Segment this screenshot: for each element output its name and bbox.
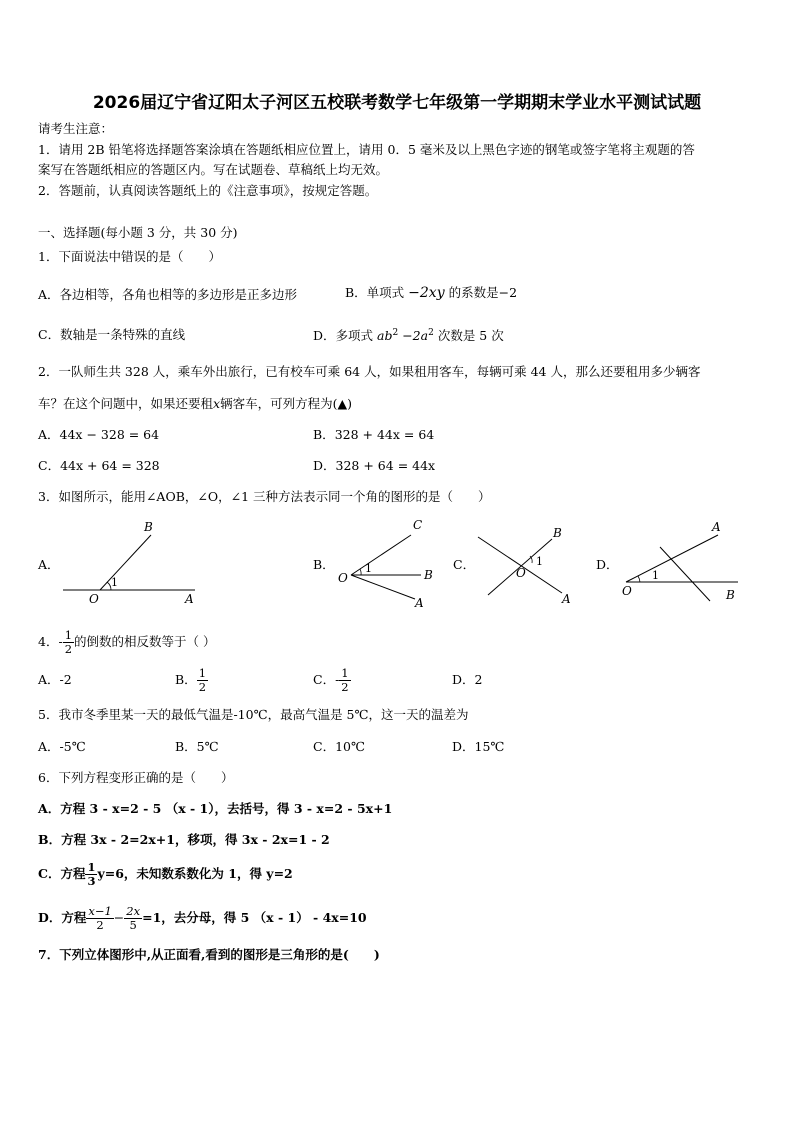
numerator: 2x — [126, 904, 141, 918]
question-5-option-c: C．10℃ — [313, 739, 365, 754]
equation: 44x + 64 = 328 — [60, 458, 160, 473]
stem-suffix: 的倒数的相反数等于（ ） — [74, 634, 216, 649]
fraction-one-half — [63, 629, 74, 656]
label-o: O — [89, 592, 99, 606]
option-text: y=6，未知数系数化为 1，得 y=2 — [97, 866, 293, 881]
label-a: A — [415, 596, 424, 610]
option-label: B． — [175, 672, 197, 687]
polynomial-term-2: −2a — [402, 328, 429, 344]
question-6-option-b: B．方程 3x - 2=2x+1，移项，得 3x - 2x=1 - 2 — [38, 832, 330, 847]
option-d-prefix: D．多项式 — [313, 328, 374, 344]
exponent-2: 2 — [428, 328, 434, 338]
fraction-one-third — [85, 861, 97, 888]
denominator: 2 — [64, 642, 73, 656]
denominator: 3 — [87, 874, 96, 888]
numerator: 1 — [341, 666, 349, 680]
question-6-option-c — [38, 852, 293, 896]
denominator: 2 — [198, 680, 207, 694]
stem-text-end: 辆客车，可列方程为(▲) — [220, 396, 352, 411]
label-angle-1: 1 — [111, 576, 118, 589]
label-angle-1: 1 — [365, 562, 372, 575]
question-5-stem: 5．我市冬季里某一天的最低气温是-10℃，最高气温是 5℃，这一天的温差为 — [38, 707, 469, 722]
notice-line-2: 2．答题前，认真阅读答题纸上的《注意事项》，按规定答题。 — [38, 183, 378, 198]
option-text: =1，去分母，得 5 （x - 1） - 4x=10 — [142, 910, 367, 925]
exponent-1: 2 — [392, 328, 399, 338]
fraction-2x-over-5 — [124, 905, 142, 932]
denominator: 5 — [129, 918, 137, 932]
option-label: D． — [313, 458, 336, 473]
fraction-one-half — [197, 667, 208, 694]
label-angle-1: 1 — [652, 569, 659, 582]
label-a: A — [562, 592, 571, 606]
question-6-stem: 6．下列方程变形正确的是（ ） — [38, 770, 234, 785]
question-4-stem — [38, 622, 216, 662]
equation: 44x − 328 = 64 — [59, 427, 160, 442]
question-1-option-a: A．各边相等，各角也相等的多边形是正多边形 — [38, 287, 298, 302]
question-2-option-a — [38, 427, 159, 443]
label-b: B — [144, 520, 153, 534]
notice-line-1b: 案写在答题纸相应的答题区内。写在试题卷、草稿纸上均无效。 — [38, 162, 389, 177]
option-label: B． — [313, 427, 335, 442]
page-title: 2026届辽宁省辽阳太子河区五校联考数学七年级第一学期期末学业水平测试试题 — [92, 93, 702, 113]
label-o: O — [338, 571, 348, 585]
fraction-one-half — [339, 667, 350, 694]
question-3-option-d-label: D． — [596, 557, 619, 572]
option-label: C．方程 — [38, 866, 86, 881]
option-label: C． — [38, 458, 61, 473]
variable-x: x — [213, 396, 221, 411]
stem-prefix: 4．- — [38, 634, 63, 649]
label-o: O — [516, 566, 526, 580]
question-5-option-a: A．-5℃ — [38, 739, 86, 754]
question-2-option-b — [313, 427, 434, 443]
question-1-option-b — [345, 285, 517, 301]
question-2-stem-line-2 — [38, 396, 352, 412]
option-label: A． — [38, 427, 60, 442]
numerator: 1 — [198, 666, 207, 680]
question-2-option-d — [313, 458, 435, 474]
figure-d — [618, 515, 748, 610]
label-b: B — [553, 526, 562, 540]
section-heading: 一、选择题(每小题 3 分，共 30 分) — [38, 225, 238, 240]
label-a: A — [712, 520, 721, 534]
equation: 328 + 44x = 64 — [334, 427, 435, 442]
label-b: B — [424, 568, 433, 582]
monomial: −2xy — [408, 285, 445, 301]
stem-text: 车？在这个问题中，如果还要租 — [38, 396, 214, 411]
question-4-option-c — [313, 662, 351, 698]
numerator: 1 — [87, 860, 96, 874]
label-a: A — [185, 592, 194, 606]
option-b-suffix: 的系数是−2 — [448, 285, 518, 300]
fraction-x-minus-1-over-2 — [86, 905, 113, 932]
question-3-stem: 3．如图所示，能用∠AOB，∠O，∠1 三种方法表示同一个角的图形的是（ ） — [38, 489, 491, 504]
numerator: 1 — [64, 628, 73, 642]
question-3-option-a-label: A． — [38, 557, 60, 572]
question-5-option-b: B．5℃ — [175, 739, 219, 754]
label-o: O — [622, 584, 632, 598]
question-3-option-c-label: C． — [453, 557, 476, 572]
question-1-stem: 1．下面说法中错误的是（ ） — [38, 249, 221, 264]
label-angle-1: 1 — [536, 555, 543, 568]
numerator: x−1 — [88, 904, 112, 918]
question-1-option-d — [313, 325, 504, 344]
notice-heading: 请考生注意： — [38, 121, 114, 136]
option-d-suffix: 次数是 5 次 — [437, 328, 504, 344]
figure-b — [333, 515, 443, 610]
question-3-option-b-label: B． — [313, 557, 335, 572]
question-6-option-a: A．方程 3 - x=2 - 5 （x - 1），去括号，得 3 - x=2 - 5x+1 — [38, 801, 393, 816]
minus-sign: − — [113, 910, 125, 925]
question-2-stem-line-1: 2．一队师生共 328 人，乘车外出旅行，已有校车可乘 64 人，如果租用客车，每辆可乘 44 人，那么还要租用多少辆客 — [38, 364, 701, 379]
figure-a — [55, 515, 205, 610]
denominator: 2 — [341, 680, 349, 694]
question-4-option-b — [175, 662, 208, 698]
figure-c — [470, 515, 585, 610]
label-c: C — [413, 518, 423, 532]
question-1-option-c: C．数轴是一条特殊的直线 — [38, 327, 186, 342]
question-4-option-a: A．-2 — [38, 672, 72, 687]
denominator: 2 — [96, 918, 104, 932]
option-label: D．方程 — [38, 910, 87, 925]
question-4-option-d: D．2 — [452, 672, 483, 687]
option-b-prefix: B．单项式 — [345, 285, 405, 300]
label-b: B — [726, 588, 735, 602]
option-label: C．- — [313, 672, 340, 687]
question-5-option-d: D．15℃ — [452, 739, 505, 754]
notice-line-1a: 1．请用 2B 铅笔将选择题答案涂填在答题纸相应位置上，请用 0．5 毫米及以上黑色字迹的钢笔或签字笔将主观题的答 — [38, 142, 695, 157]
question-6-option-d — [38, 896, 367, 940]
polynomial-term-1: ab — [377, 328, 393, 344]
question-7-stem: 7．下列立体图形中,从正面看,看到的图形是三角形的是( ) — [38, 947, 380, 962]
equation: 328 + 64 = 44x — [335, 458, 436, 473]
question-2-option-c — [38, 458, 160, 474]
